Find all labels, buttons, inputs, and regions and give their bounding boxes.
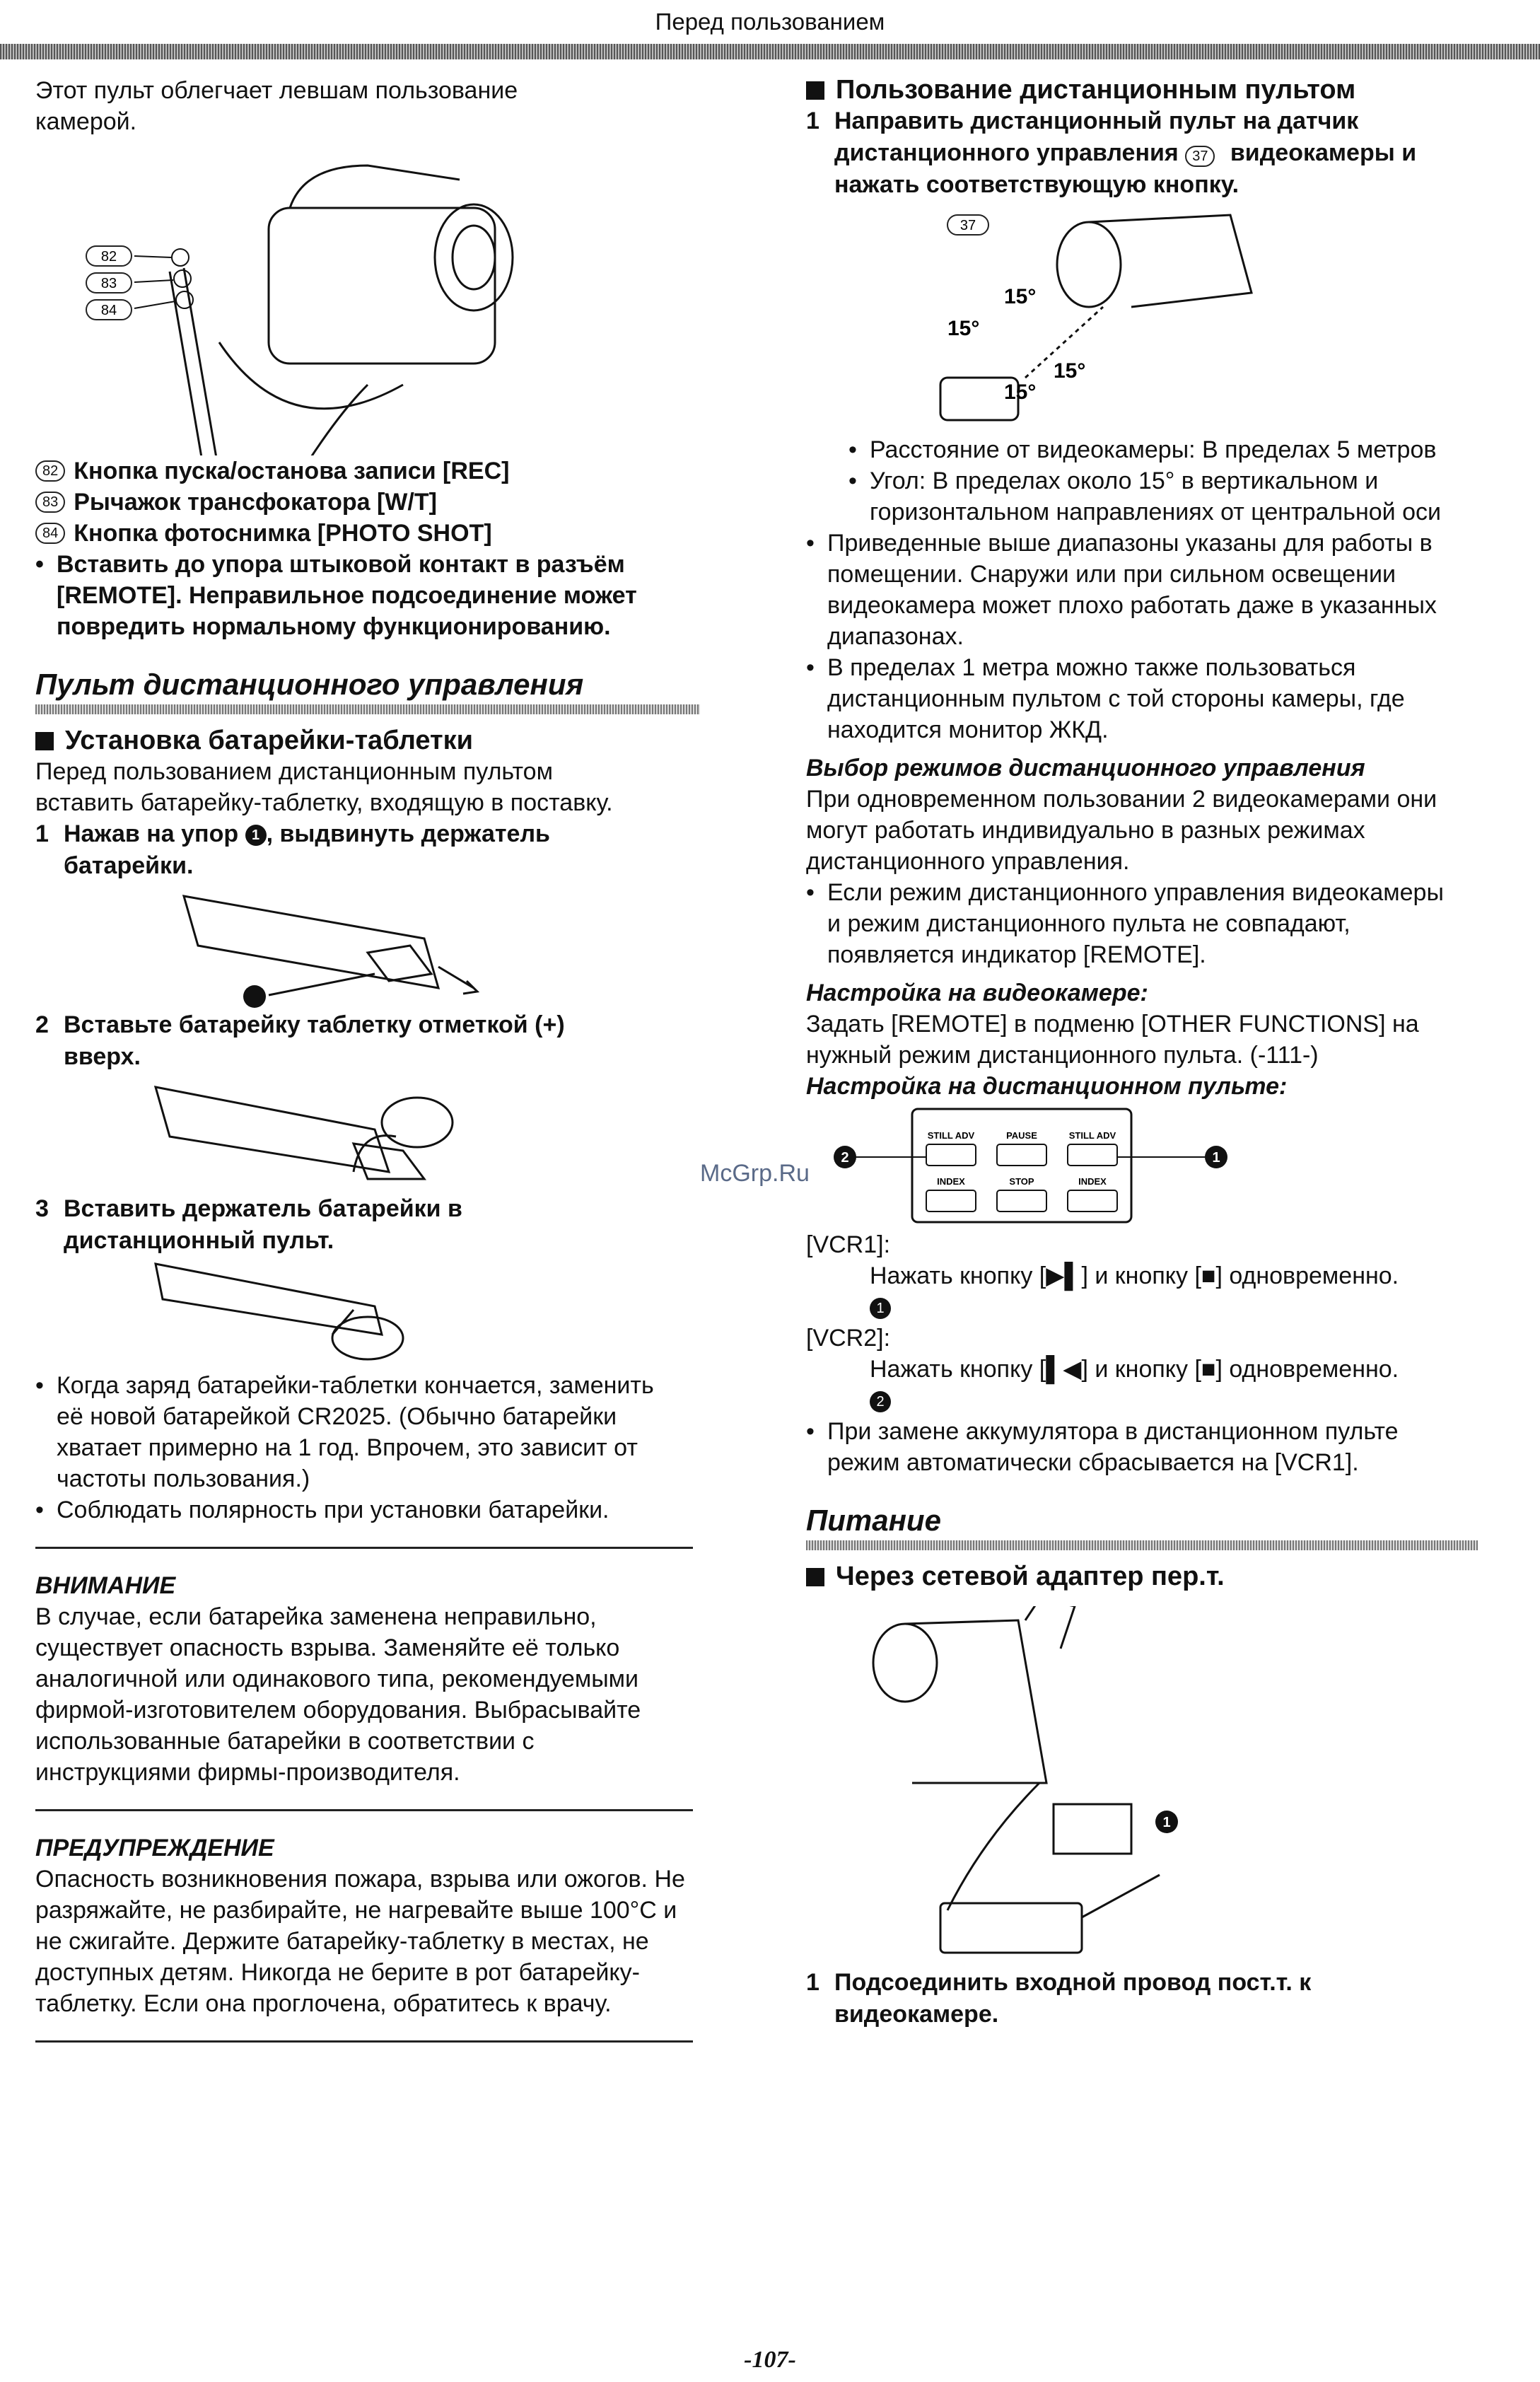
pause-button: [997, 1144, 1046, 1166]
adapter-step-1: [806, 1967, 1478, 2030]
vcr2-label: [VCR2]:: [806, 1325, 891, 1352]
camera-setting-text: Задать [REMOTE] в подменю [OTHER FUNCTIONS] на нужный режим дистанционного пульта. (-111-): [806, 1011, 1419, 1069]
tag-83: 83: [35, 492, 65, 513]
strap: [219, 342, 403, 409]
remote-setting-title: Настройка на дистанционном пульте:: [806, 1073, 1288, 1100]
vcr1-marker-row: [870, 1291, 1478, 1323]
insert-note: • Вставить до упора штыковой контакт в разъём [REMOTE]. Неправильное подсоединение может повредить нормальному функционированию.: [35, 549, 672, 642]
angle-left: 15°: [947, 317, 980, 340]
warning-text: Опасность возникновения пожара, взрыва или ожогов. Не разряжайте, не разбирайте, не нагревайте выше 100°С и не сжигайте. Держите батарейку-таблетку в местах, не доступных детям. Никогда не берите в рот батарейку-таблетку. Если она проглочена, обратитесь к врачу.: [35, 1866, 685, 2017]
remote-angle-illustration: [919, 208, 1273, 434]
usage-sub-bullet-2: • Угол: В пределах около 15° в вертикальном и горизонтальном направлениях от центральной оси: [848, 465, 1471, 528]
mode-title: Выбор режимов дистанционного управления: [806, 755, 1365, 782]
index-back-button: [926, 1190, 976, 1212]
step-number: 1: [806, 1969, 819, 1996]
adapter-title-text: Через сетевой адаптер пер.т.: [836, 1562, 1225, 1591]
item-rec-text: Кнопка пуска/останова записи [REC]: [74, 458, 510, 484]
battery-insert-illustration: [141, 1073, 566, 1193]
camera-lens: [873, 1624, 937, 1702]
usage-bullet-2-text: В пределах 1 метра можно также пользоваться дистанционным пультом с той стороны камеры, где находится монитор ЖКД.: [827, 654, 1405, 743]
divider: [35, 1809, 693, 1811]
remote-cable: [209, 385, 368, 455]
label-still-adv-1: STILL ADV: [927, 1130, 975, 1141]
intro-text: Этот пульт облегчает левшам пользование камерой.: [35, 77, 518, 135]
usage-bullet-1: • Приведенные выше диапазоны указаны для работы в помещении. Снаружи или при сильном освещении видеокамера может плохо работать даже в указанных диапазонах.: [806, 528, 1457, 652]
stop-button: [997, 1190, 1046, 1212]
usage-step-1-text-a: Направить дистанционный пульт на датчик дистанционного управления: [834, 108, 1359, 166]
remote-marker-1: 1: [1212, 1150, 1220, 1166]
battery-step-2: [35, 1009, 700, 1073]
camera-lens: [435, 204, 513, 310]
camera-remote-illustration: [35, 151, 672, 455]
photo-shot-button: [176, 291, 193, 308]
tag-37: 37: [1185, 146, 1215, 167]
index-forward-button: [1068, 1190, 1117, 1212]
camera-lens: [1057, 222, 1121, 307]
battery-holder-illustration: [141, 882, 566, 1009]
angle-bottom: 15°: [1004, 380, 1037, 404]
label-index-1: INDEX: [937, 1176, 965, 1187]
section-rule: [35, 704, 700, 714]
step-1-text: [64, 818, 643, 882]
fig-tag-83: 83: [100, 276, 117, 291]
divider: [35, 1547, 693, 1549]
section-title-remote: Пульт дистанционного управления: [35, 668, 584, 701]
caution-text: В случае, если батарейка заменена неправильно, существует опасность взрыва. Заменяйте её только аналогичной или одинакового типа, рекомендуемыми фирмой-изготовителем оборудования. Выбрасывайте использованные батарейки в соответствии с инструкциями фирмы-производителя.: [35, 1603, 641, 1786]
item-zoom: [35, 487, 700, 518]
camera-body: [905, 1620, 1046, 1783]
vcr2-marker: 2: [870, 1391, 891, 1412]
square-marker: [806, 1568, 824, 1586]
usage-step-1: [806, 105, 1478, 201]
section-rule: [806, 1540, 1478, 1550]
label-index-2: INDEX: [1078, 1176, 1107, 1187]
battery-step-1: [35, 818, 700, 882]
battery-title: [35, 726, 700, 756]
dc-input-inset: [1054, 1804, 1131, 1854]
battery-bullet-1-text: Когда заряд батарейки-таблетки кончается, заменить её новой батарейкой CR2025. (Обычно батарейки хватает примерно на 1 год. Впрочем, это зависит от частоты пользования.): [57, 1372, 654, 1492]
page-number: -107-: [744, 2347, 796, 2373]
battery-bullet-2: • Соблюдать полярность при установки батарейки.: [35, 1494, 686, 1526]
battery-bullet-1: • Когда заряд батарейки-таблетки кончается, заменить её новой батарейкой CR2025. (Обычно батарейки хватает примерно на 1 год. Впрочем, это зависит от частоты пользования.): [35, 1370, 686, 1494]
step-2-text: Вставьте батарейку таблетку отметкой (+) вверх.: [64, 1011, 565, 1070]
zoom-lever: [174, 270, 191, 287]
battery-holder-insert-illustration: [141, 1257, 566, 1370]
still-adv-back-button: [926, 1144, 976, 1166]
still-adv-forward-button: [1068, 1144, 1117, 1166]
vcr-bullet: • При замене аккумулятора в дистанционном пульте режим автоматически сбрасывается на [VCR1].: [806, 1416, 1442, 1478]
vcr2-text: Нажать кнопку [▌◀] и кнопку [■] одновременно.: [870, 1356, 1399, 1383]
label-still-adv-2: STILL ADV: [1068, 1130, 1116, 1141]
usage-step-1-text-b: видеокамеры и нажать соответствующую кнопку.: [834, 139, 1417, 198]
usage-sub-bullet-1: • Расстояние от видеокамеры: В пределах 5 метров: [848, 434, 1471, 465]
marker-1: 1: [245, 825, 267, 846]
ac-adapter: [940, 1903, 1082, 1953]
vcr-bullet-text: При замене аккумулятора в дистанционном пульте режим автоматически сбрасывается на [VCR1].: [827, 1418, 1399, 1476]
fig-tag-82: 82: [100, 249, 117, 265]
square-marker: [35, 732, 54, 750]
rec-button: [172, 249, 189, 266]
step-1-text-a: Нажав на упор: [64, 820, 239, 847]
step-number: 2: [35, 1011, 49, 1038]
caution-title: ВНИМАНИЕ: [35, 1572, 176, 1599]
coin-battery: [382, 1098, 453, 1147]
vcr1-label: [VCR1]:: [806, 1231, 891, 1258]
usage-step-1-text: [834, 105, 1471, 201]
angle-right: 15°: [1054, 359, 1086, 383]
header-rule: [0, 44, 1540, 59]
item-photo-text: Кнопка фотоснимка [PHOTO SHOT]: [74, 520, 492, 547]
page-header-title: Перед пользованием: [655, 8, 885, 35]
battery-step-3: [35, 1193, 700, 1257]
item-zoom-text: Рычажок трансфокатора [W/T]: [74, 489, 437, 516]
angle-top: 15°: [1004, 285, 1037, 308]
battery-intro: Перед пользованием дистанционным пультом вставить батарейку-таблетку, входящую в поставку.: [35, 758, 613, 816]
usage-bullet-1-text: Приведенные выше диапазоны указаны для работы в помещении. Снаружи или при сильном освещении видеокамера может плохо работать даже в указанных диапазонах.: [827, 530, 1437, 650]
label-pause: PAUSE: [1006, 1130, 1037, 1141]
mode-bullet-text: Если режим дистанционного управления видеокамеры и режим дистанционного пульта не совпадают, появляется индикатор [REMOTE].: [827, 879, 1444, 968]
warning-title: ПРЕДУПРЕЖДЕНИЕ: [35, 1835, 274, 1861]
usage-sub-bullet-1-text: Расстояние от видеокамеры: В пределах 5 метров: [870, 436, 1437, 463]
right-column: [806, 75, 1478, 2030]
label-stop: STOP: [1009, 1176, 1034, 1187]
ac-adapter-illustration: [863, 1606, 1259, 1960]
remote-section: [35, 668, 700, 714]
step-number: 1: [35, 820, 49, 847]
vcr1-marker: 1: [870, 1298, 891, 1319]
usage-sub-bullet-2-text: Угол: В пределах около 15° в вертикальном и горизонтальном направлениях от центральной оси: [870, 467, 1442, 525]
remote-marker-2: 2: [841, 1150, 849, 1166]
battery-title-text: Установка батарейки-таблетки: [65, 726, 473, 755]
section-title-power: Питание: [806, 1504, 941, 1537]
mode-bullet: • Если режим дистанционного управления видеокамеры и режим дистанционного пульта не совпадают, появляется индикатор [REMOTE].: [806, 877, 1457, 970]
remote-buttons-illustration: [820, 1102, 1259, 1229]
vcr1-text: Нажать кнопку [▶▌] и кнопку [■] одновременно.: [870, 1262, 1399, 1289]
step-3-text: Вставить держатель батарейки в дистанционный пульт.: [64, 1195, 462, 1254]
item-photo: [35, 518, 700, 549]
dc-cable: [947, 1783, 1039, 1910]
adapter-title: [806, 1562, 1478, 1592]
fig-tag-84: 84: [100, 303, 117, 318]
step-number: 1: [806, 108, 819, 134]
fig-tag-37: 37: [959, 218, 976, 233]
usage-bullet-2: • В пределах 1 метра можно также пользоваться дистанционным пультом с той стороны камеры, где находится монитор ЖКД.: [806, 652, 1457, 745]
divider: [35, 2040, 693, 2043]
vcr2-marker-row: [870, 1385, 1478, 1416]
power-section: [806, 1504, 1478, 1550]
usage-title-text: Пользование дистанционным пультом: [836, 75, 1356, 105]
square-marker: [806, 81, 824, 100]
camera-setting-title: Настройка на видеокамере:: [806, 980, 1148, 1006]
usage-title: [806, 75, 1478, 105]
step-1-text-b: , выдвинуть держатель батарейки.: [64, 820, 550, 879]
adapter-step-1-text: Подсоединить входной провод пост.т. к видеокамере.: [834, 1969, 1312, 2028]
item-rec: [35, 455, 700, 487]
insert-note-text: Вставить до упора штыковой контакт в разъём [REMOTE]. Неправильное подсоединение может повредить нормальному функционированию.: [57, 551, 637, 640]
adapter-marker-1: 1: [1162, 1815, 1171, 1830]
left-column: [35, 75, 700, 2064]
step-number: 3: [35, 1195, 49, 1222]
tag-84: 84: [35, 523, 65, 544]
viewfinder: [1025, 1606, 1075, 1649]
watermark: McGrp.Ru: [700, 1160, 810, 1187]
tag-82: 82: [35, 460, 65, 482]
mode-text: При одновременном пользовании 2 видеокамерами они могут работать индивидуально в разных режимах дистанционного управления.: [806, 786, 1437, 875]
battery-bullet-2-text: Соблюдать полярность при установки батарейки.: [57, 1497, 609, 1523]
